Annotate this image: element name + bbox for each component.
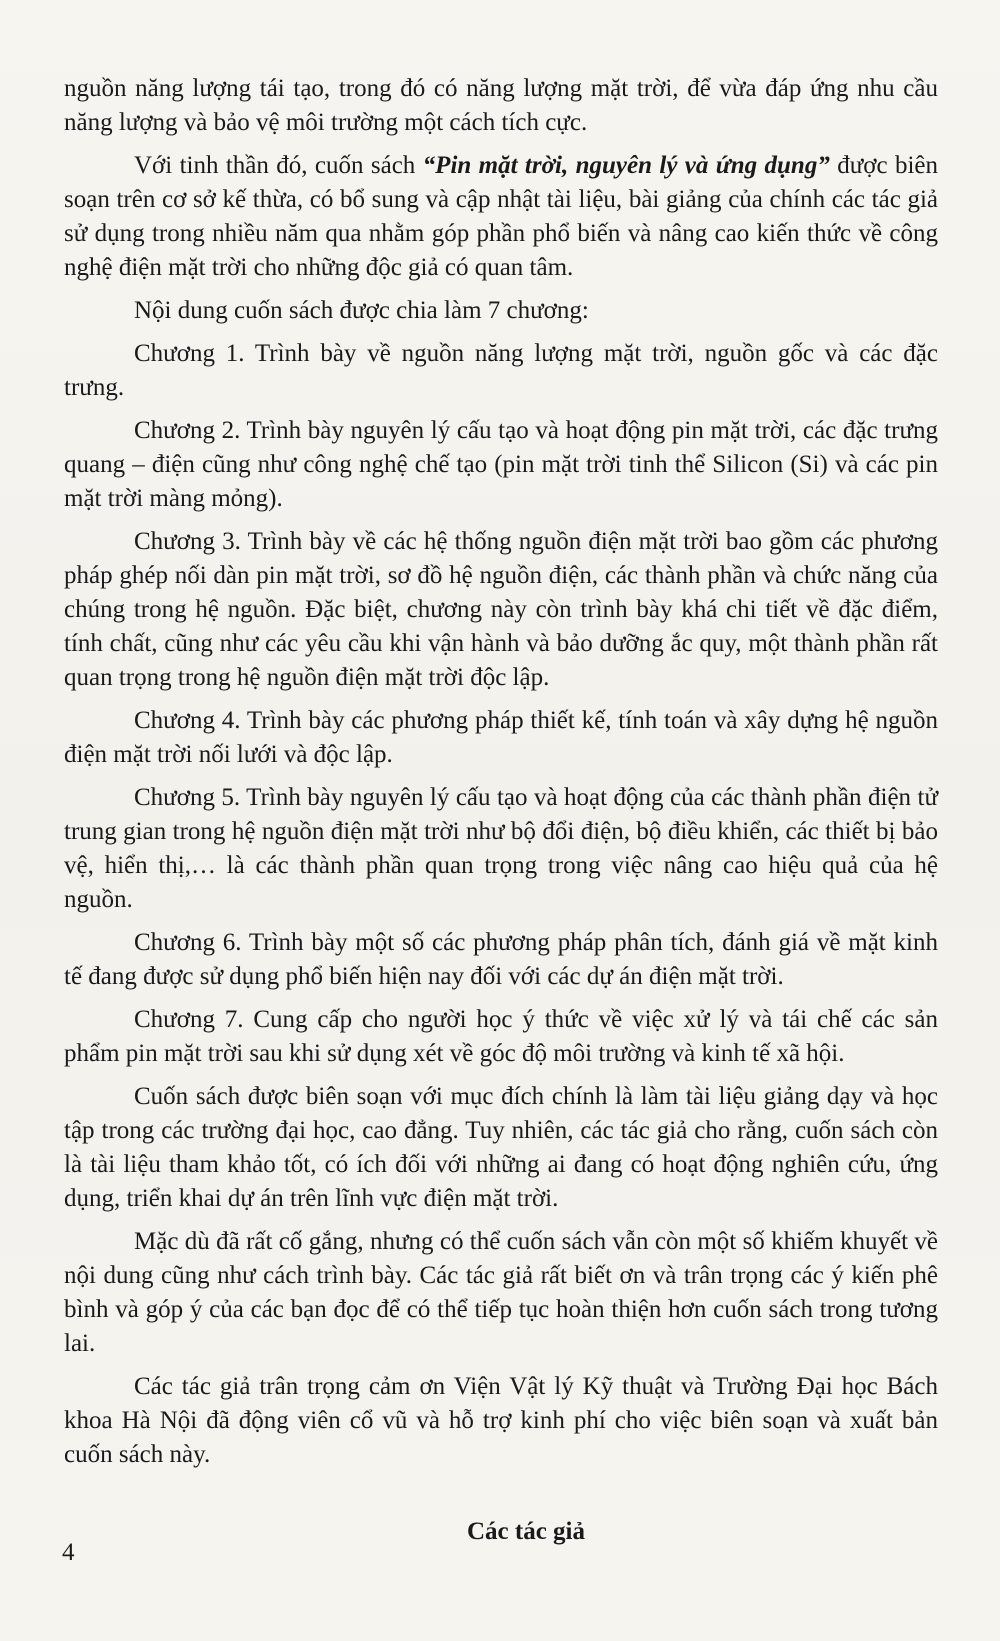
intro-before: Với tinh thần đó, cuốn sách	[134, 152, 423, 179]
signature: Các tác giả	[466, 1518, 586, 1545]
paragraph-chapter-2: Chương 2. Trình bày nguyên lý cấu tạo và hoạt động pin mặt trời, các đặc trưng quang – điện cũng như công nghệ chế tạo (pin mặt trời tinh thể Silicon (Si) và các pin mặt trời màng mỏng).	[64, 417, 938, 512]
paragraph-apology: Mặc dù đã rất cố gắng, nhưng có thể cuốn sách vẫn còn một số khiếm khuyết về nội dung cũng như cách trình bày. Các tác giả rất biết ơn và trân trọng các ý kiến phê bình và góp ý của các bạn đọc để có thể tiếp tục hoàn thiện hơn cuốn sách trong tương lai.	[64, 1228, 938, 1357]
paragraph-purpose: Cuốn sách được biên soạn với mục đích chính là làm tài liệu giảng dạy và học tập trong các trường đại học, cao đẳng. Tuy nhiên, các tác giả cho rằng, cuốn sách còn là tài liệu tham khảo tốt, có ích đối với những ai đang có hoạt động nghiên cứu, ứng dụng, triển khai dự án trên lĩnh vực điện mặt trời.	[64, 1083, 938, 1212]
paragraph-chapter-5: Chương 5. Trình bày nguyên lý cấu tạo và hoạt động của các thành phần điện tử trung gian trong hệ nguồn điện mặt trời như bộ đổi điện, bộ điều khiển, các thiết bị bảo vệ, hiển thị,… là các thành phần quan trọng trong việc nâng cao hiệu quả của hệ nguồn.	[64, 784, 938, 913]
paragraph-chapters-intro: Nội dung cuốn sách được chia làm 7 chương:	[134, 297, 589, 324]
body-text	[64, 72, 938, 1546]
paragraph-continuation: nguồn năng lượng tái tạo, trong đó có năng lượng mặt trời, để vừa đáp ứng nhu cầu năng lượng và bảo vệ môi trường một cách tích cực.	[64, 75, 938, 136]
paragraph-chapter-1: Chương 1. Trình bày về nguồn năng lượng mặt trời, nguồn gốc và các đặc trưng.	[64, 340, 938, 401]
paragraph-book-intro	[64, 149, 938, 285]
paragraph-chapter-4: Chương 4. Trình bày các phương pháp thiết kế, tính toán và xây dựng hệ nguồn điện mặt trời nối lưới và độc lập.	[64, 707, 938, 768]
paragraph-chapter-7: Chương 7. Cung cấp cho người học ý thức về việc xử lý và tái chế các sản phẩm pin mặt trời sau khi sử dụng xét về góc độ môi trường và kinh tế xã hội.	[64, 1006, 938, 1067]
page-number: 4	[62, 1539, 75, 1566]
paragraph-chapter-3: Chương 3. Trình bày về các hệ thống nguồn điện mặt trời bao gồm các phương pháp ghép nối dàn pin mặt trời, sơ đồ hệ nguồn điện, các thành phần và chức năng của chúng trong hệ nguồn. Đặc biệt, chương này còn trình bày khá chi tiết về đặc điểm, tính chất, cũng như các yêu cầu khi vận hành và bảo dưỡng ắc quy, một thành phần rất quan trọng trong hệ nguồn điện mặt trời độc lập.	[64, 528, 938, 691]
paragraph-chapter-6: Chương 6. Trình bày một số các phương pháp phân tích, đánh giá về mặt kinh tế đang được sử dụng phổ biến hiện nay đối với các dự án điện mặt trời.	[64, 929, 938, 990]
intro-after: được biên soạn trên cơ sở kế thừa, có bổ sung và cập nhật tài liệu, bài giảng của chính các tác giả sử dụng trong nhiều năm qua nhằm góp phần phổ biến và nâng cao kiến thức về công nghệ điện mặt trời cho những độc giả có quan tâm.	[64, 152, 938, 281]
paragraph-acknowledgement: Các tác giả trân trọng cảm ơn Viện Vật lý Kỹ thuật và Trường Đại học Bách khoa Hà Nội đã động viên cổ vũ và hỗ trợ kinh phí cho việc biên soạn và xuất bản cuốn sách này.	[64, 1373, 938, 1468]
book-title: “Pin mặt trời, nguyên lý và ứng dụng”	[422, 152, 830, 179]
